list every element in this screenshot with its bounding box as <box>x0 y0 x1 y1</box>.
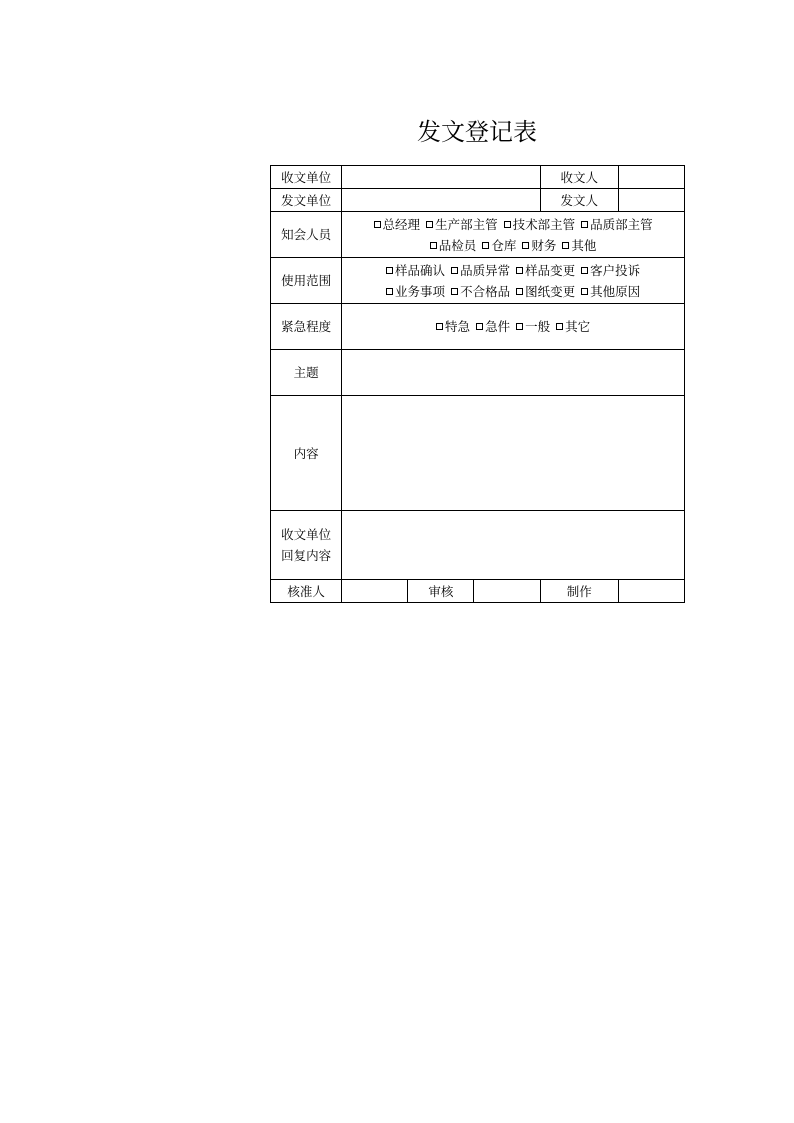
checkbox-icon <box>451 288 458 295</box>
notified-option[interactable]: 仓库 <box>482 235 516 256</box>
urgency-option[interactable]: 急件 <box>476 316 510 337</box>
reply-field[interactable] <box>342 511 685 580</box>
checkbox-icon <box>374 221 381 228</box>
sender-label: 发文人 <box>540 189 618 212</box>
scope-option[interactable]: 不合格品 <box>451 281 510 302</box>
notified-option[interactable]: 总经理 <box>374 214 421 235</box>
urgency-options-line <box>342 316 684 337</box>
subject-label: 主题 <box>271 350 342 396</box>
row-notified <box>271 212 685 258</box>
checkbox-icon <box>386 288 393 295</box>
subject-field[interactable] <box>342 350 685 396</box>
reviewer-field[interactable] <box>474 580 540 603</box>
content-label: 内容 <box>271 396 342 511</box>
reply-label-line-2: 回复内容 <box>281 548 332 563</box>
row-urgency <box>271 304 685 350</box>
checkbox-icon <box>482 242 489 249</box>
sending-unit-label: 发文单位 <box>271 189 342 212</box>
checkbox-icon <box>581 267 588 274</box>
scope-option[interactable]: 品质异常 <box>451 260 510 281</box>
checkbox-icon <box>556 323 563 330</box>
row-scope <box>271 258 685 304</box>
notified-option[interactable]: 品质部主管 <box>581 214 653 235</box>
notified-option[interactable]: 品检员 <box>430 235 477 256</box>
receiver-label: 收文人 <box>540 166 618 189</box>
urgency-option[interactable]: 其它 <box>556 316 590 337</box>
row-sending-unit <box>271 189 685 212</box>
scope-option[interactable]: 样品确认 <box>386 260 445 281</box>
sender-field[interactable] <box>618 189 684 212</box>
approver-field[interactable] <box>342 580 408 603</box>
scope-label: 使用范围 <box>271 258 342 304</box>
checkbox-icon <box>476 323 483 330</box>
checkbox-icon <box>504 221 511 228</box>
urgency-label: 紧急程度 <box>271 304 342 350</box>
reply-label-line-1: 收文单位 <box>281 527 332 542</box>
checkbox-icon <box>516 323 523 330</box>
scope-option[interactable]: 客户投诉 <box>581 260 640 281</box>
checkbox-icon <box>581 221 588 228</box>
scope-option[interactable]: 图纸变更 <box>516 281 575 302</box>
row-receiving-unit <box>271 166 685 189</box>
approver-label: 核准人 <box>271 580 342 603</box>
notified-options-line-1 <box>342 214 684 235</box>
checkbox-icon <box>430 242 437 249</box>
receiving-unit-label: 收文单位 <box>271 166 342 189</box>
row-reply <box>271 511 685 580</box>
urgency-option[interactable]: 特急 <box>436 316 470 337</box>
form-title: 发文登记表 <box>417 118 537 146</box>
scope-options-line-1 <box>342 260 684 281</box>
sending-unit-field[interactable] <box>342 189 540 212</box>
checkbox-icon <box>451 267 458 274</box>
checkbox-icon <box>426 221 433 228</box>
checkbox-icon <box>386 267 393 274</box>
checkbox-icon <box>436 323 443 330</box>
receiving-unit-field[interactable] <box>342 166 540 189</box>
maker-field[interactable] <box>618 580 684 603</box>
notified-option[interactable]: 财务 <box>522 235 556 256</box>
notified-label: 知会人员 <box>271 212 342 258</box>
scope-option[interactable]: 其他原因 <box>581 281 640 302</box>
reviewer-label: 审核 <box>408 580 474 603</box>
row-signatures <box>271 580 685 603</box>
checkbox-icon <box>581 288 588 295</box>
notified-option[interactable]: 其他 <box>562 235 596 256</box>
urgency-option[interactable]: 一般 <box>516 316 550 337</box>
maker-label: 制作 <box>540 580 618 603</box>
notified-option[interactable]: 技术部主管 <box>504 214 576 235</box>
row-content <box>271 396 685 511</box>
notified-options-line-2 <box>342 235 684 256</box>
reply-label <box>271 511 342 580</box>
checkbox-icon <box>516 267 523 274</box>
scope-option[interactable]: 样品变更 <box>516 260 575 281</box>
checkbox-icon <box>522 242 529 249</box>
registration-form <box>270 165 685 603</box>
scope-option[interactable]: 业务事项 <box>386 281 445 302</box>
checkbox-icon <box>562 242 569 249</box>
scope-options-line-2 <box>342 281 684 302</box>
receiver-field[interactable] <box>618 166 684 189</box>
checkbox-icon <box>516 288 523 295</box>
scope-options <box>342 258 685 304</box>
content-field[interactable] <box>342 396 685 511</box>
row-subject <box>271 350 685 396</box>
urgency-options <box>342 304 685 350</box>
notified-option[interactable]: 生产部主管 <box>426 214 498 235</box>
notified-options <box>342 212 685 258</box>
